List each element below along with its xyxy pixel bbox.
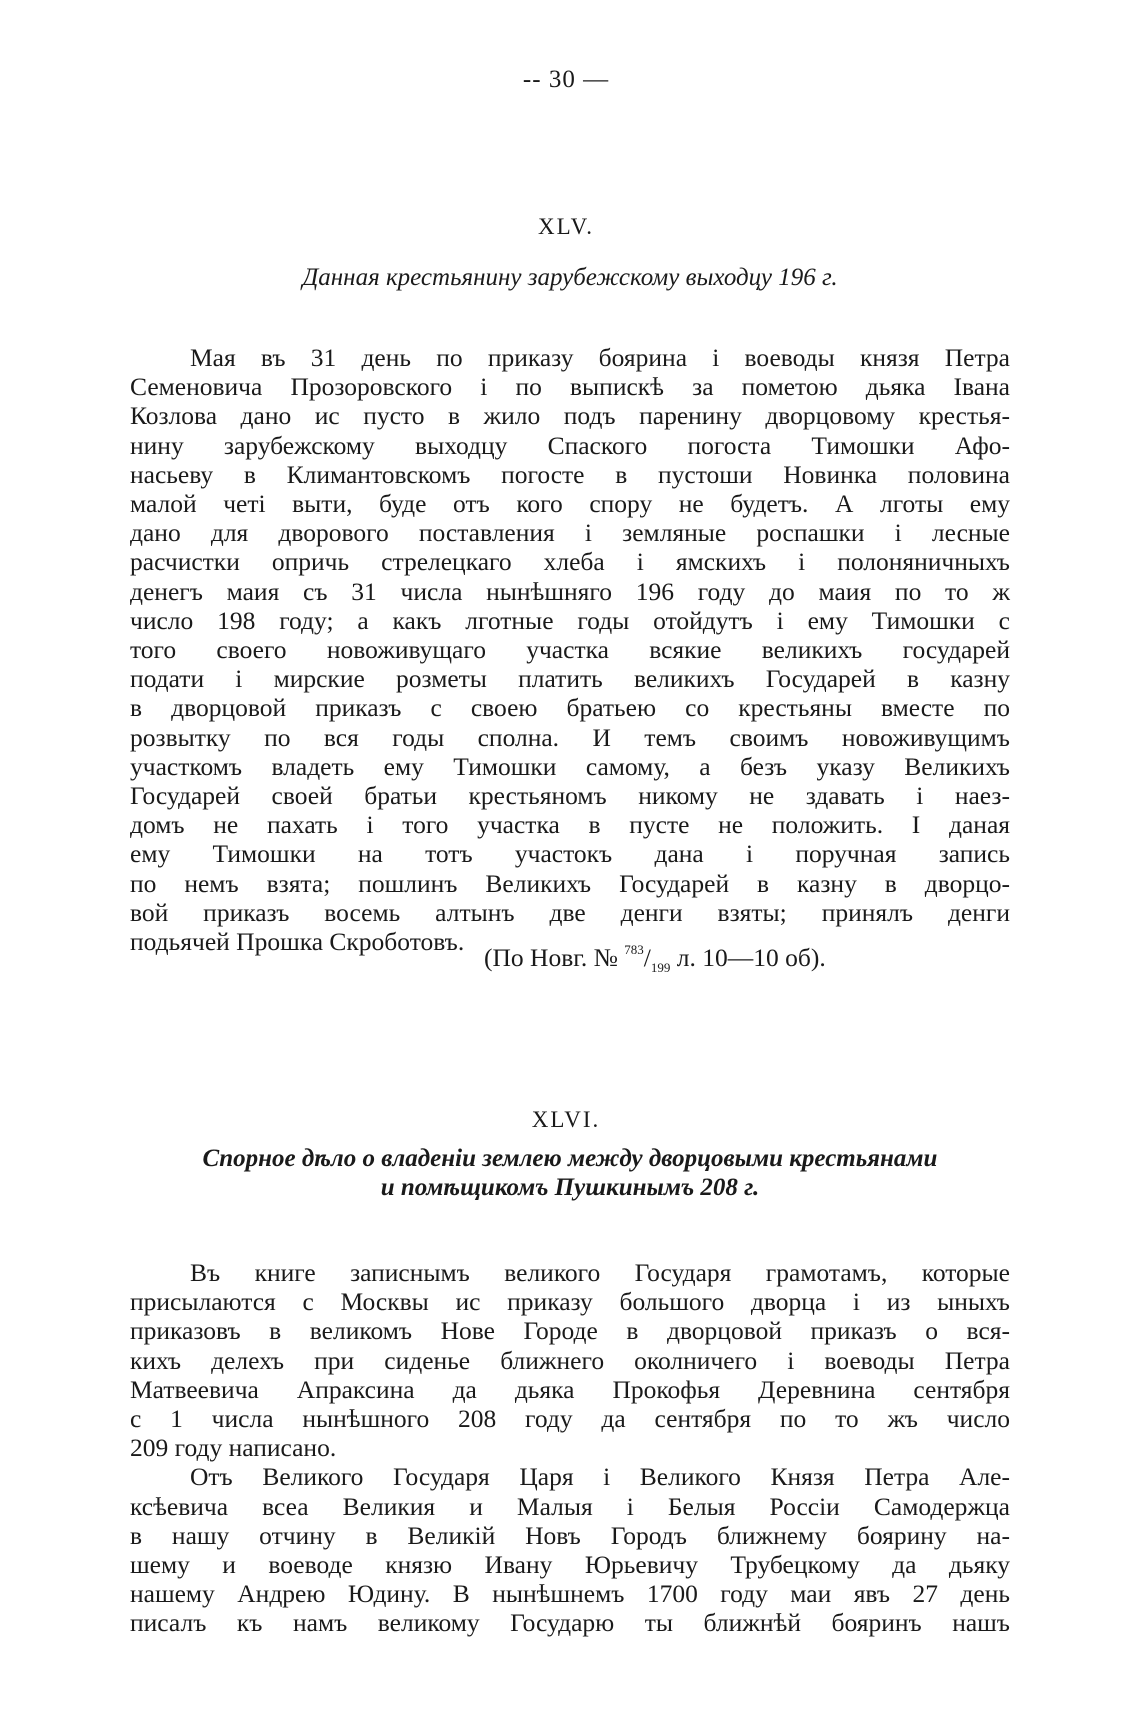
source-fraction: $^{783}/_{199}$	[624, 942, 671, 975]
text-line: того своего новоживущаго участка всякие великихъ государей	[130, 635, 1010, 665]
text-line: дано для дворового поставления і земляные роспашки і лесные	[130, 518, 1010, 548]
text-line: подьячей Прошка Скроботовъ.	[130, 927, 465, 957]
text-line: розвытку по вся годы сполна. И темъ своимъ новоживущимъ	[130, 722, 1010, 752]
text-line: Мая въ 31 день по приказу боярина і воеводы князя Петра	[190, 343, 1010, 372]
text-line: писалъ къ намъ великому Государю ты ближнѣй бояринъ нашъ	[130, 1608, 1010, 1638]
text-line: Отъ Великого Государя Царя і Великого Князя Петра Але-	[190, 1462, 1010, 1492]
text-line: ксѣевича всеа Великия и Малыя і Белыя Россіи Самодержца	[130, 1491, 1010, 1521]
text-line: с 1 числа нынѣшного 208 году да сентября по то жъ число	[130, 1404, 1010, 1434]
section-title-line: и помѣщикомъ Пушкинымъ 208 г.	[380, 1174, 760, 1201]
text-line: шему и воеводе князю Ивану Юрьевичу Трубецкому да дьяку	[130, 1550, 1010, 1580]
text-line: домъ не пахать і того участка в пусте не положить. І даная	[130, 810, 1010, 840]
text-line: присылаются с Москвы ис приказу большого дворца і из ыныхъ	[130, 1287, 1010, 1317]
text-line: нину зарубежскому выходцу Спаского погоста Тимошки Афо-	[130, 430, 1010, 460]
text-line: кихъ делехъ при сиденье ближнего околничего і воеводы Петра	[130, 1345, 1010, 1375]
text-line: вой приказъ восемь алтынъ две денги взяты; принялъ денги	[130, 897, 1010, 927]
source-suffix: л. 10—10 об).	[676, 943, 826, 972]
fraction-denominator: 199	[650, 960, 671, 975]
text-line: расчистки опричь стрелецкаго хлеба і ямскихъ і полоняничныхъ	[130, 547, 1010, 577]
page-number: -- 30 —	[522, 66, 610, 93]
source-prefix: (По Новг. №	[484, 943, 618, 972]
text-line: ему Тимошки на тотъ участокъ дана і поручная запись	[130, 839, 1010, 869]
text-line: Въ книге записнымъ великого Государя грамотамъ, которые	[190, 1258, 1010, 1287]
text-line: денегъ маия съ 31 числа нынѣшняго 196 году до маия по то ж	[130, 576, 1010, 606]
text-line: нашему Андрею Юдину. В нынѣшнемъ 1700 году маи явъ 27 день	[130, 1579, 1010, 1609]
text-line: в нашу отчину в Великій Новъ Городъ ближнему боярину на-	[130, 1520, 1010, 1550]
section-title-line: Спорное дѣло о владенiи землею между дворцовыми крестьянами	[202, 1145, 938, 1172]
text-line: Государей своей братьи крестьяномъ никому не здавать і наез-	[130, 781, 1010, 811]
section-number: XLVI.	[531, 1107, 601, 1132]
source-reference	[484, 942, 944, 976]
text-line: насьеву в Климантовскомъ погосте в пустоши Новинка половина	[130, 459, 1010, 489]
text-line: Матвеевича Апраксина да дьяка Прокофья Деревнина сентября	[130, 1374, 1010, 1404]
fraction-numerator: 783	[624, 942, 644, 957]
text-line: малой четі выти, буде отъ кого спору не будетъ. А лготы ему	[130, 489, 1010, 519]
text-line: приказовъ в великомъ Нове Городе в дворцовой приказъ о вся-	[130, 1316, 1010, 1346]
text-line: 209 году написано.	[130, 1433, 337, 1463]
text-line: в дворцовой приказъ с своею братьею со крестьяны вместе по	[130, 693, 1010, 723]
text-line: по немъ взята; пошлинъ Великихъ Государей в казну в дворцо-	[130, 868, 1010, 898]
text-line: Козлова дано ис пусто в жило подъ паренину дворцовому крестья-	[130, 401, 1010, 431]
section-number: XLV.	[538, 214, 594, 239]
section-title: Данная крестьянину зарубежскому выходцу 196 г.	[302, 264, 838, 291]
document-body	[130, 1258, 1010, 1638]
document-body	[130, 343, 1010, 956]
text-line: Семеновича Прозоровского і по выпискѣ за пометою дьяка Івана	[130, 372, 1010, 402]
text-line: подати і мирские розметы платить великихъ Государей в казну	[130, 664, 1010, 694]
text-line: число 198 году; а какъ лготные годы отойдутъ і ему Тимошки с	[130, 605, 1010, 635]
text-line: участкомъ владеть ему Тимошки самому, а безъ указу Великихъ	[130, 751, 1010, 781]
